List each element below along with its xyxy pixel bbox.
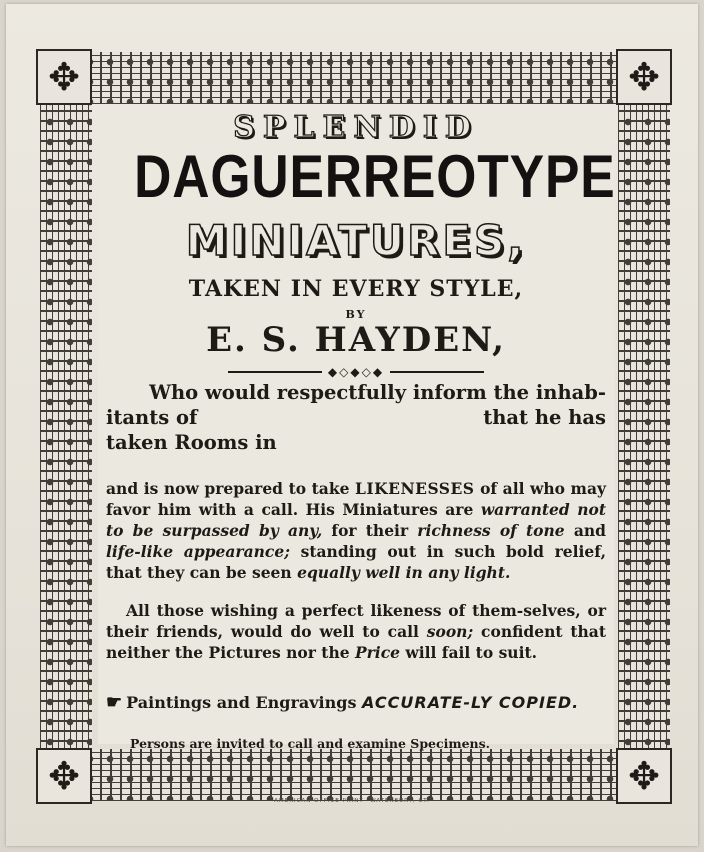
paintings-line bbox=[106, 692, 606, 713]
by-label: BY bbox=[345, 308, 367, 321]
p1-text-d: and bbox=[564, 521, 606, 540]
paragraph-wishing bbox=[106, 600, 606, 663]
p1-likenesses: LIKENESSES bbox=[355, 479, 475, 498]
accurately-copied: ACCURATE-LY COPIED. bbox=[362, 693, 580, 712]
p1-italic-equally: equally well in any light. bbox=[297, 563, 511, 582]
taken-in-every-style: TAKEN IN EVERY STYLE, bbox=[188, 276, 524, 302]
ornamental-border-top bbox=[40, 52, 670, 104]
p1-text-a: and is now prepared to take bbox=[106, 479, 356, 498]
p2-text-c: will fail to suit. bbox=[400, 643, 538, 662]
headline-splendid: SPLENDID bbox=[233, 110, 479, 145]
ornamental-border-bottom bbox=[40, 749, 670, 801]
p2-text-a: All those wishing a perfect likeness of them-selves, or their friends, would do well to call bbox=[106, 601, 606, 641]
p1-text-b: of all who may favor him with a call. His Miniatures are bbox=[106, 479, 607, 519]
p1-text-c: for their bbox=[322, 521, 418, 540]
intro-line-2b: that he has bbox=[483, 406, 606, 429]
ornamental-rule: ◆◇◆◇◆ bbox=[228, 366, 484, 378]
p2-text-b: confident that neither the Pictures nor the bbox=[106, 622, 606, 662]
rosette-ornament-icon: ✥ bbox=[36, 748, 92, 804]
photographer-name: E. S. HAYDEN, bbox=[206, 320, 506, 360]
ornamental-border-left bbox=[40, 52, 92, 801]
paintings-text: Paintings and Engravings bbox=[126, 693, 363, 712]
intro-line-3: taken Rooms in bbox=[106, 431, 277, 454]
p1-italic-warranted: warranted not to be surpassed by any, bbox=[106, 500, 606, 540]
headline-miniatures: MINIATURES, bbox=[185, 216, 527, 265]
rosette-ornament-icon: ✥ bbox=[616, 49, 672, 105]
p1-italic-richness: richness of tone bbox=[417, 521, 565, 540]
intro-line-1: Who would respectfully inform the inhab- bbox=[149, 381, 606, 404]
invitation-line: Persons are invited to call and examine Specimens. bbox=[130, 736, 491, 751]
intro-paragraph bbox=[106, 380, 606, 455]
pointing-hand-icon: ☛ bbox=[106, 692, 123, 713]
p2-italic-soon: soon; bbox=[426, 622, 474, 641]
poster-content bbox=[98, 108, 616, 751]
headline-daguerreotype: DAGUERREOTYPE bbox=[134, 143, 616, 210]
intro-line-2a: itants of bbox=[106, 406, 198, 429]
rosette-ornament-icon: ✥ bbox=[616, 748, 672, 804]
ornamental-border-right bbox=[618, 52, 670, 801]
printer-imprint: AMERICAN OFFICE PRINT—WATERBURY, CT. bbox=[274, 798, 430, 804]
p2-italic-price: Price bbox=[354, 643, 400, 662]
p1-italic-lifelike: life-like appearance; bbox=[106, 542, 290, 561]
poster-sheet bbox=[6, 4, 698, 846]
paragraph-likenesses bbox=[106, 478, 606, 583]
p1-text-e: standing out in such bold relief, that they can be seen bbox=[106, 542, 607, 582]
rosette-ornament-icon: ✥ bbox=[36, 49, 92, 105]
